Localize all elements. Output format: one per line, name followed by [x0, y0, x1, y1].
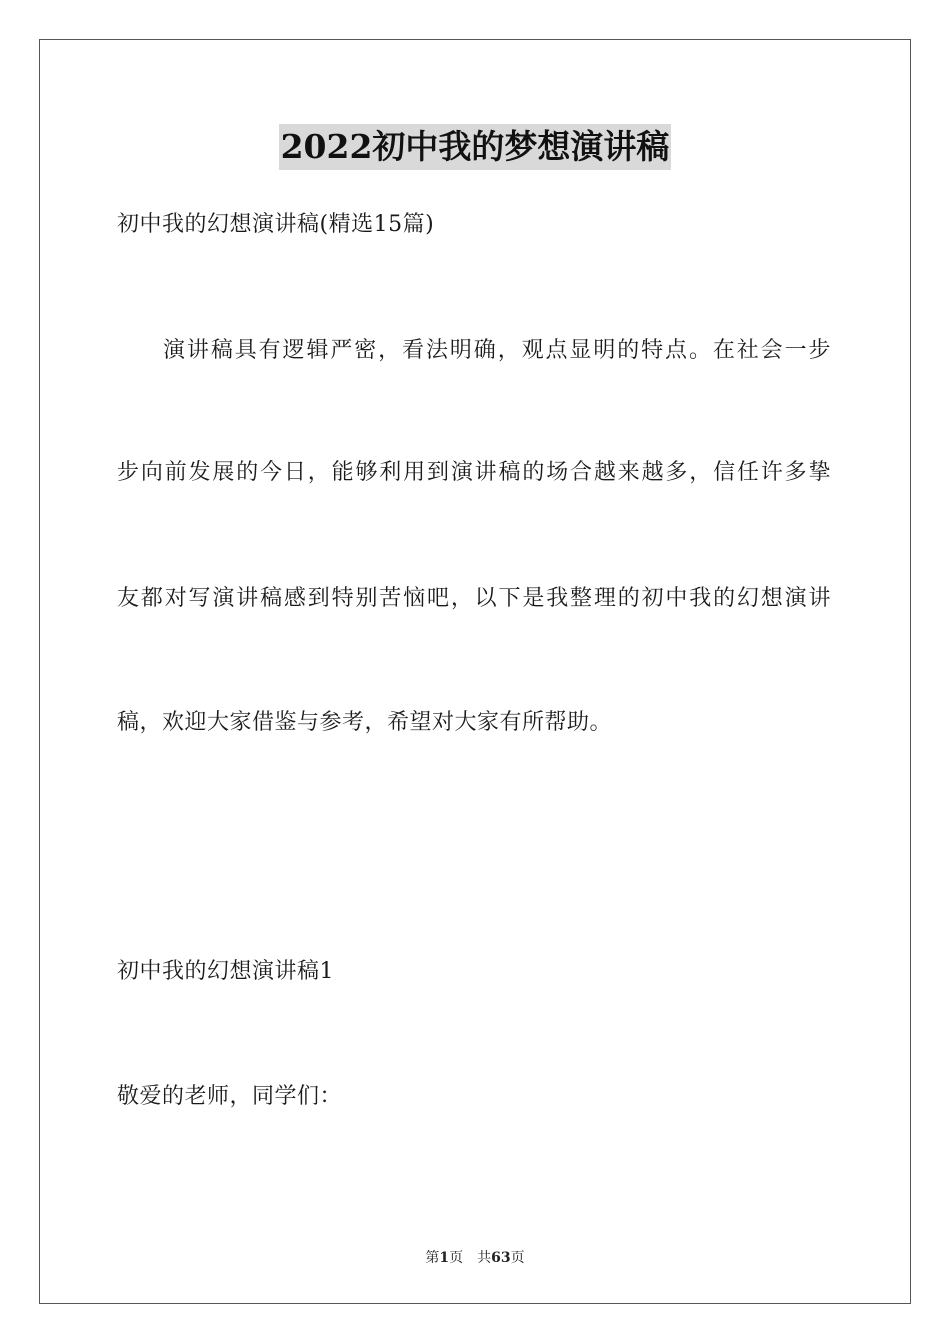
greeting: 敬爱的老师，同学们：: [117, 1084, 343, 1109]
footer-total-prefix: 共: [477, 1250, 492, 1266]
footer-page-number: 1: [439, 1250, 450, 1266]
intro-line-1: 演讲稿具有逻辑严密，看法明确，观点显明的特点。在社会一步: [163, 338, 831, 363]
section-heading: 初中我的幻想演讲稿1: [117, 959, 334, 984]
footer-page-prefix: 第: [425, 1250, 440, 1266]
intro-line-4: 稿，欢迎大家借鉴与参考，希望对大家有所帮助。: [117, 710, 613, 735]
intro-line-3: 友都对写演讲稿感到特别苦恼吧，以下是我整理的初中我的幻想演讲: [117, 586, 831, 611]
document-subtitle: 初中我的幻想演讲稿(精选15篇): [117, 212, 435, 237]
footer-total-pages: 63: [491, 1250, 511, 1266]
footer-total-suffix: 页: [510, 1250, 525, 1266]
title-container: [0, 124, 950, 170]
document-title: 2022初中我的梦想演讲稿: [279, 124, 672, 170]
page-footer: [0, 1248, 950, 1268]
footer-page-suffix: 页: [449, 1250, 464, 1266]
intro-line-2: 步向前发展的今日，能够利用到演讲稿的场合越来越多，信任许多挚: [117, 460, 831, 485]
